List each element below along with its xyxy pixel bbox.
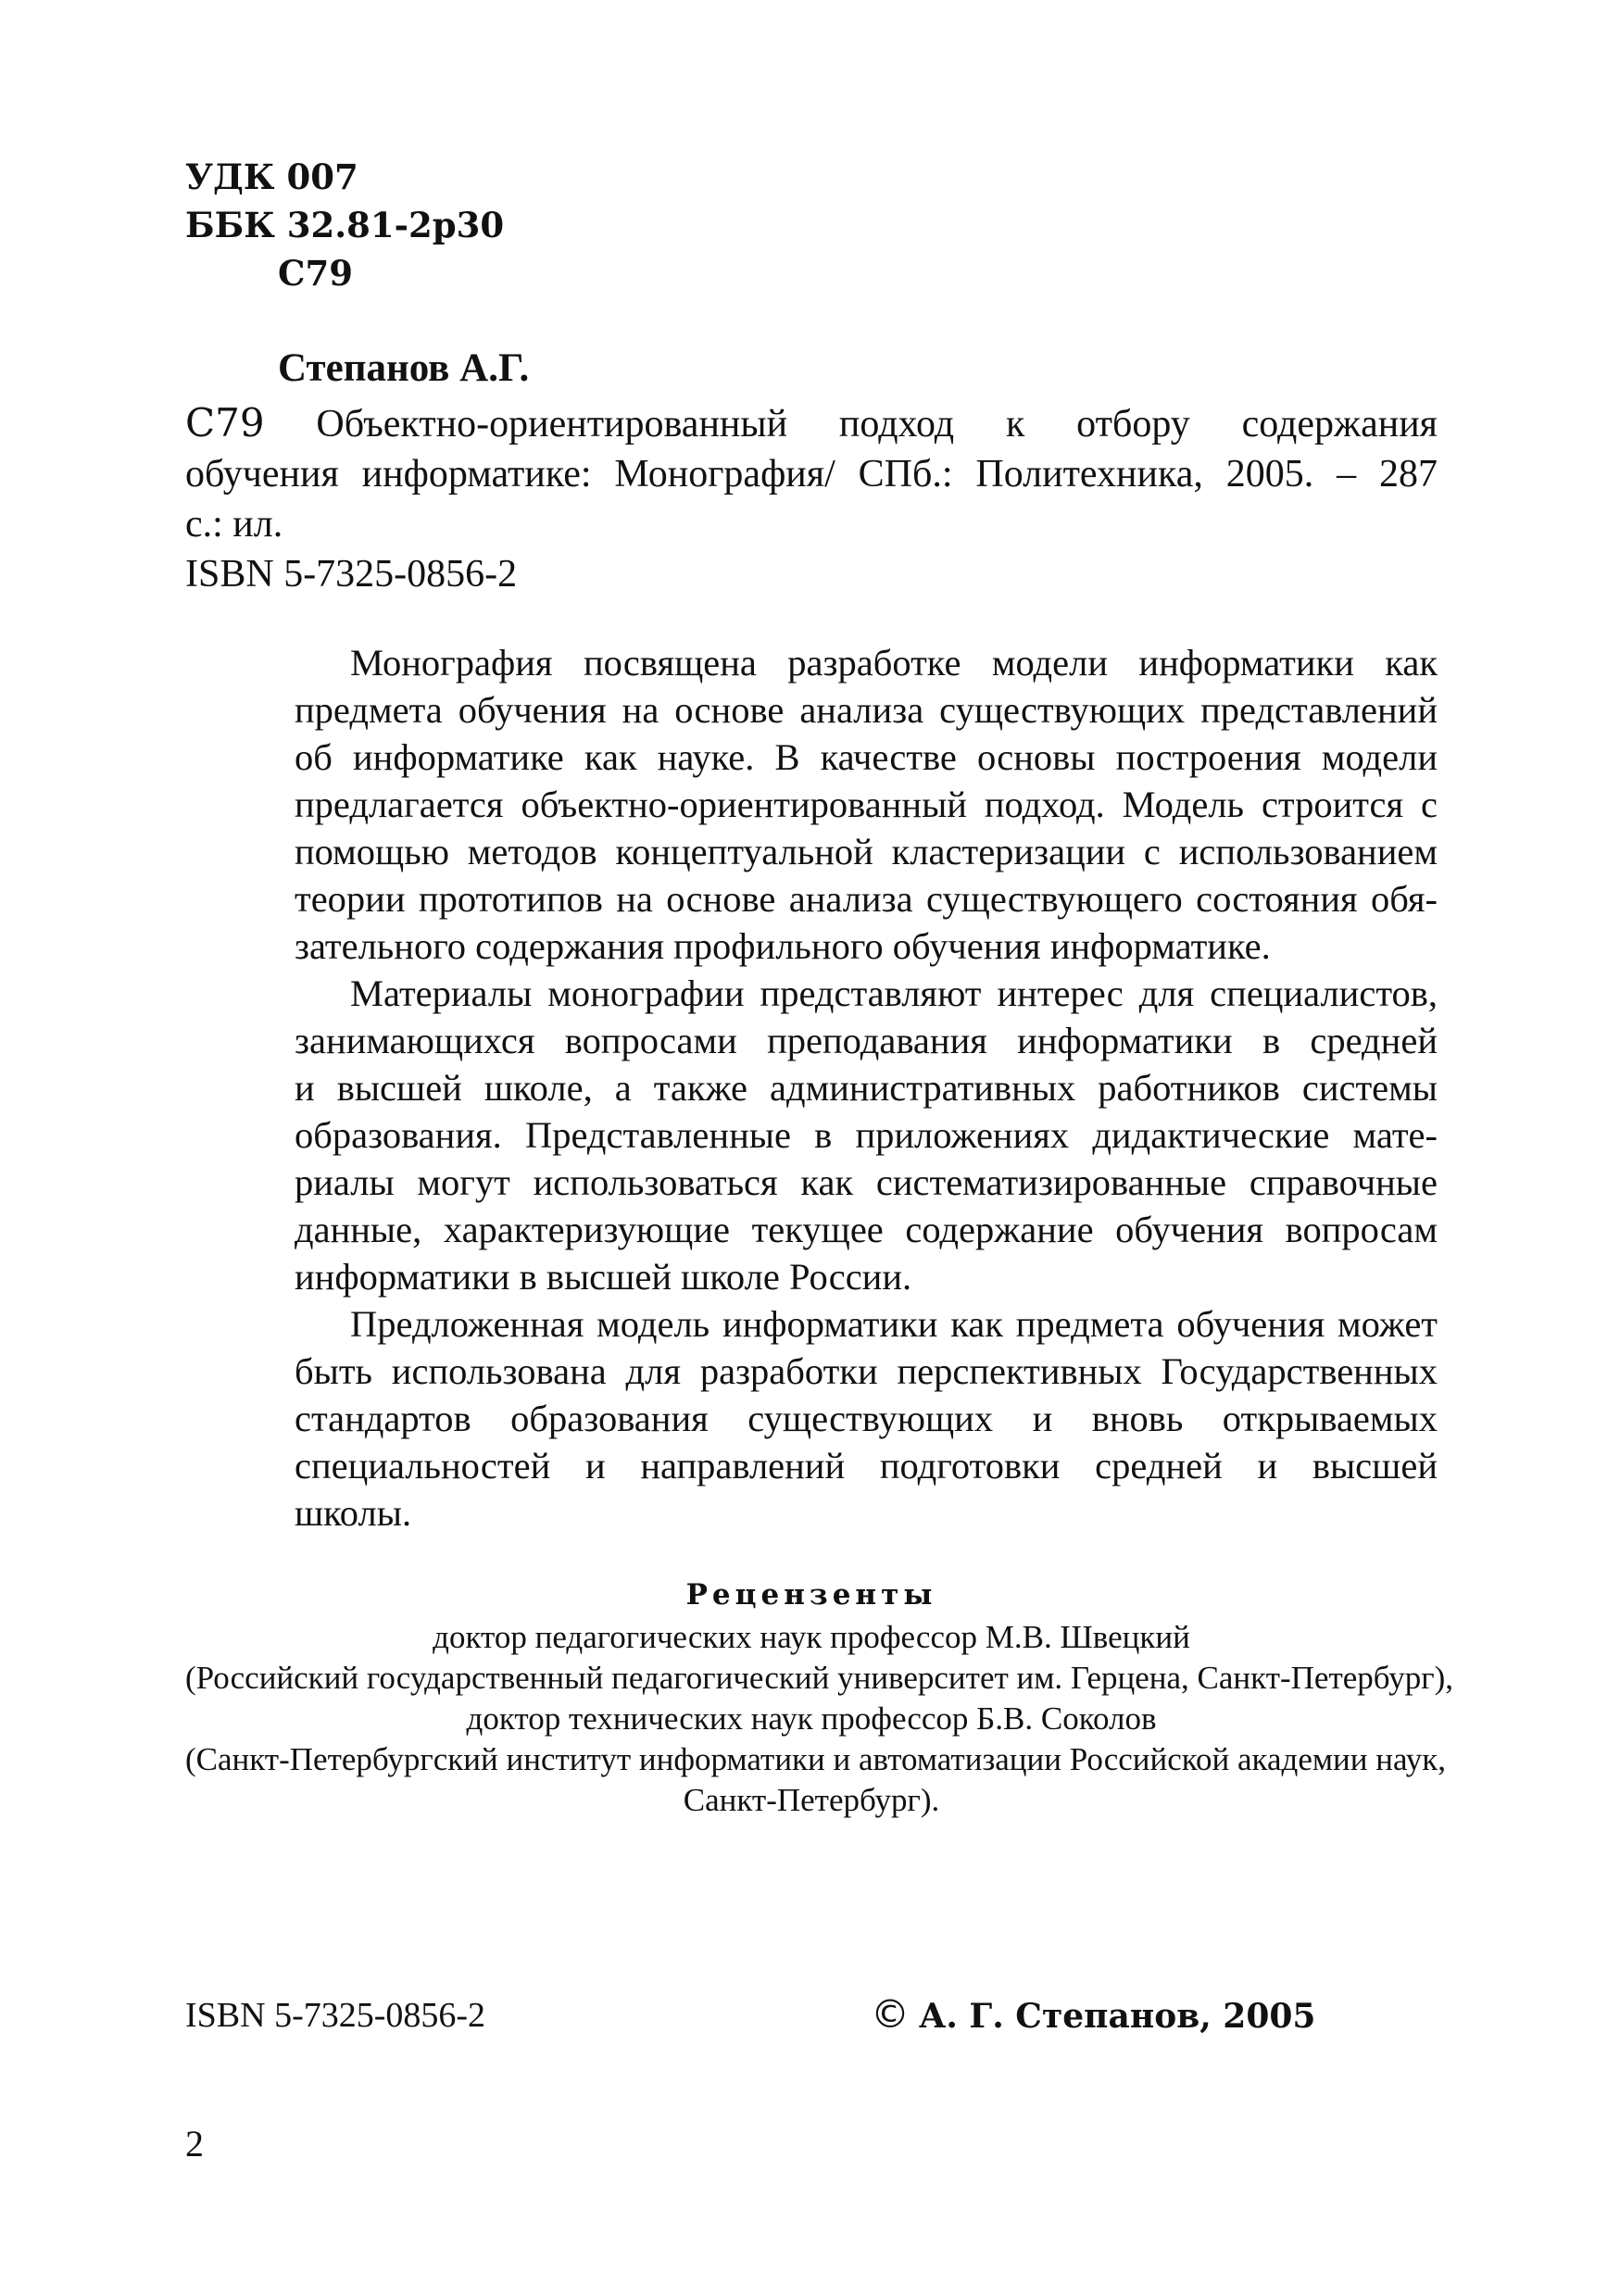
annotation-line: занимающихся вопросами преподавания информатики в средней <box>295 1020 1438 1061</box>
author-mark: С79 <box>278 253 353 294</box>
annotation-line: информатики в высшей школе России. <box>295 1256 912 1298</box>
copyright-notice <box>871 1991 1315 2039</box>
reviewer-line: Санкт-Петербург). <box>683 1782 940 1818</box>
annotation-line: предлагается объектно-ориентированный подход. Модель строится с <box>295 784 1438 825</box>
bib-line-2: обучения информатике: Монография/ СПб.: Политехника, 2005. – 287 <box>185 453 1438 496</box>
annotation-line: данные, характеризующие текущее содержание обучения вопросам <box>295 1209 1438 1250</box>
annotation-line: об информатике как науке. В качестве основы построения модели <box>295 736 1438 778</box>
page-number: 2 <box>185 2123 204 2164</box>
bib-isbn: ISBN 5-7325-0856-2 <box>185 553 518 596</box>
annotation <box>295 639 1438 1537</box>
udk-code: УДК 007 <box>185 157 358 197</box>
reviewer-line: доктор технических наук профессор Б.В. Соколов <box>466 1700 1157 1737</box>
annotation-line: школы. <box>295 1492 412 1534</box>
annotation-line: быть использована для разработки перспективных Государственных <box>295 1350 1438 1392</box>
annotation-line: Предложенная модель информатики как предмета обучения может <box>350 1303 1438 1345</box>
author-name: Степанов А.Г. <box>278 346 530 390</box>
catalog-codes <box>185 153 504 297</box>
bib-title: Объектно-ориентированный подход к отбору содержания <box>316 403 1438 445</box>
reviewer-line: (Санкт-Петербургский институт информатики и автоматизации Российской академии наук, <box>185 1741 1446 1777</box>
reviewer-line: (Российский государственный педагогический университет им. Герцена, Санкт-Петербург), <box>185 1660 1454 1696</box>
copyright-text: А. Г. Степанов, 2005 <box>919 1997 1316 2036</box>
bib-code: С79 <box>185 400 265 445</box>
annotation-line: образования. Представленные в приложениях дидактические мате- <box>295 1114 1438 1156</box>
annotation-paragraph <box>295 639 1438 970</box>
annotation-line: стандартов образования существующих и вновь открываемых <box>295 1398 1438 1439</box>
annotation-line: зательного содержания профильного обучения информатике. <box>295 925 1271 967</box>
footer-isbn: ISBN 5-7325-0856-2 <box>185 1996 486 2035</box>
bibliographic-record <box>185 398 1438 599</box>
annotation-line: помощью методов концептуальной кластеризации с использованием <box>295 831 1438 872</box>
annotation-line: риалы могут использоваться как систематизированные справочные <box>295 1161 1438 1203</box>
copyright-icon: © <box>871 1991 910 2037</box>
bib-line-3: с.: ил. <box>185 503 283 546</box>
annotation-line: специальностей и направлений подготовки средней и высшей <box>295 1445 1438 1487</box>
annotation-line: Монография посвящена разработке модели информатики как <box>350 642 1438 684</box>
annotation-paragraph <box>295 1300 1438 1537</box>
reviewer-line: доктор педагогических наук профессор М.В. Швецкий <box>433 1619 1190 1655</box>
reviewers-heading: Рецензенты <box>685 1578 937 1612</box>
bbk-code: ББК 32.81-2р30 <box>185 205 505 245</box>
annotation-line: Материалы монографии представляют интерес для специалистов, <box>350 972 1438 1014</box>
annotation-paragraph <box>295 970 1438 1300</box>
annotation-line: теории прототипов на основе анализа существующего состояния обя- <box>295 878 1438 920</box>
reviewers-block <box>185 1575 1454 1821</box>
annotation-line: и высшей школе, а также административных работников системы <box>295 1067 1438 1109</box>
bib-line-1 <box>185 398 1438 449</box>
annotation-line: предмета обучения на основе анализа существующих представлений <box>295 689 1438 731</box>
